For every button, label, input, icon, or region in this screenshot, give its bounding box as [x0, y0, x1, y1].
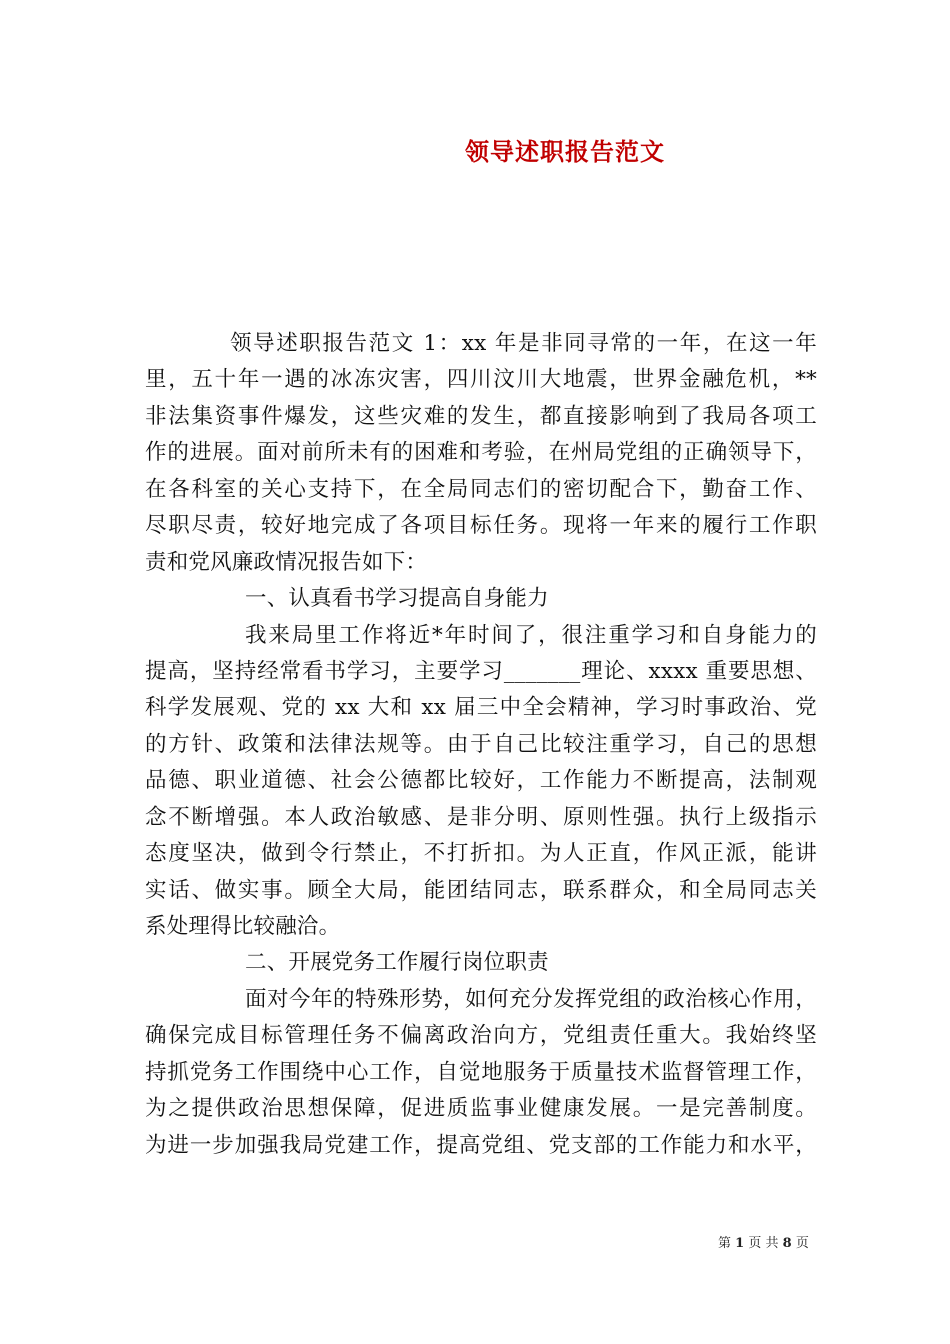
paragraph-line: 提高，坚持经常看书学习，主要学习_______理论、xxxx 重要思想、 [145, 658, 817, 684]
footer-total-pages: 8 [782, 1236, 792, 1251]
document-body [145, 326, 817, 1164]
document-title: 领导述职报告范文 [465, 137, 665, 166]
paragraph-line: 作的进展。面对前所未有的困难和考验，在州局党组的正确领导下， [145, 440, 817, 466]
paragraph-line: 态度坚决，做到令行禁止，不打折扣。为人正直，作风正派，能讲 [145, 841, 817, 867]
paragraph-line: 确保完成目标管理任务不偏离政治向方，党组责任重大。我始终坚 [145, 1023, 817, 1049]
page-footer [718, 1232, 809, 1251]
section-heading: 一、认真看书学习提高自身能力 [245, 586, 549, 612]
paragraph-line: 为之提供政治思想保障，促进质监事业健康发展。一是完善制度。 [145, 1096, 817, 1122]
paragraph-line: 尽职尽责，较好地完成了各项目标任务。现将一年来的履行工作职 [145, 513, 817, 539]
paragraph-line: 为进一步加强我局党建工作，提高党组、党支部的工作能力和水平， [145, 1132, 817, 1158]
footer-suffix: 页 [795, 1236, 809, 1251]
paragraph-line: 非法集资事件爆发，这些灾难的发生，都直接影响到了我局各项工 [145, 403, 817, 429]
footer-prefix: 第 [718, 1236, 732, 1251]
paragraph-line: 在各科室的关心支持下，在全局同志们的密切配合下，勤奋工作、 [145, 476, 817, 502]
paragraph-line: 品德、职业道德、社会公德都比较好，工作能力不断提高，法制观 [145, 768, 817, 794]
paragraph-line: 领导述职报告范文 1：xx 年是非同寻常的一年，在这一年 [230, 331, 817, 356]
paragraph-line: 念不断增强。本人政治敏感、是非分明、原则性强。执行上级指示 [145, 804, 817, 830]
paragraph-line: 面对今年的特殊形势，如何充分发挥党组的政治核心作用， [245, 986, 817, 1012]
paragraph-line: 实话、做实事。顾全大局，能团结同志，联系群众，和全局同志关 [145, 877, 817, 903]
paragraph-line: 我来局里工作将近*年时间了，很注重学习和自身能力的 [245, 622, 817, 648]
footer-middle: 页 共 [748, 1236, 779, 1251]
paragraph-line: 责和党风廉政情况报告如下： [145, 549, 428, 575]
footer-page-number: 1 [735, 1236, 745, 1251]
paragraph-line: 持抓党务工作围绕中心工作，自觉地服务于质量技术监督管理工作， [145, 1059, 817, 1085]
paragraph-line: 科学发展观、党的 xx 大和 xx 届三中全会精神，学习时事政治、党 [145, 695, 817, 721]
paragraph-line: 的方针、政策和法律法规等。由于自己比较注重学习，自己的思想 [145, 731, 817, 757]
paragraph-line: 里，五十年一遇的冰冻灾害，四川汶川大地震，世界金融危机，** [145, 367, 817, 393]
section-heading: 二、开展党务工作履行岗位职责 [245, 950, 549, 976]
paragraph-line: 系处理得比较融洽。 [145, 914, 341, 939]
